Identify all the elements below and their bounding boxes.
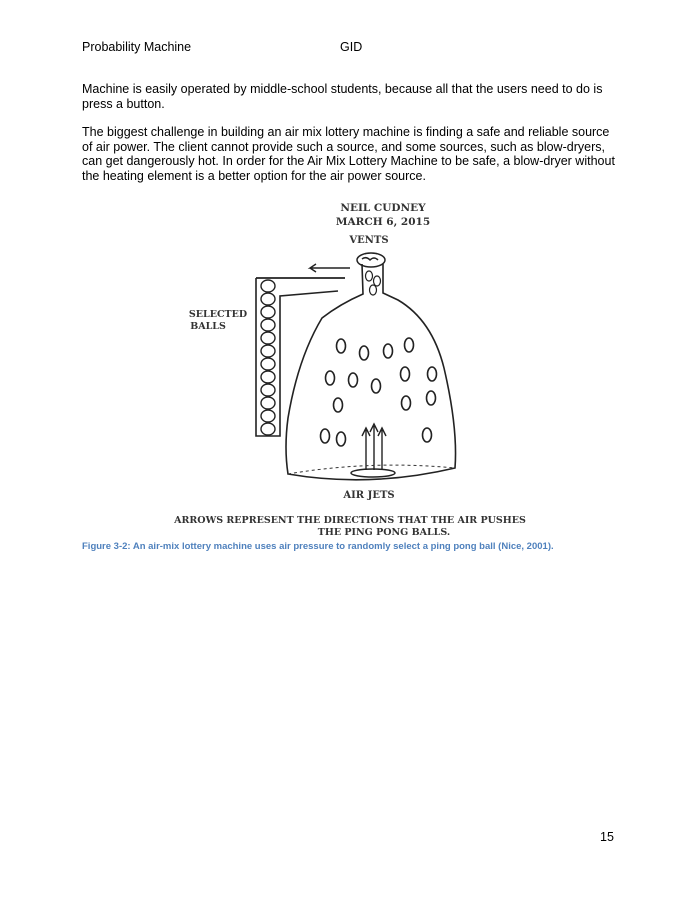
header-center-text: GID bbox=[340, 40, 363, 54]
air-jet-arrows bbox=[362, 424, 386, 470]
body-paragraph-1: Machine is easily operated by middle-school students, because all that the users need to do is press a button. bbox=[82, 82, 603, 111]
sketch-date: MARCH 6, 2015 bbox=[335, 216, 431, 228]
air-jet-base bbox=[351, 469, 395, 477]
arrows-note-line-1: ARROWS REPRESENT THE DIRECTIONS THAT THE AIR PUSHES bbox=[174, 515, 526, 526]
exit-arrow bbox=[310, 264, 350, 272]
vents-label: VENTS bbox=[349, 235, 389, 246]
selected-label: SELECTED bbox=[188, 309, 248, 320]
selected-balls-stack bbox=[261, 280, 275, 435]
figure-caption: Figure 3-2: An air-mix lottery machine uses air pressure to randomly select a ping pong ball (Nice, 2001). bbox=[82, 541, 554, 552]
arrows-note-line-2: THE PING PONG BALLS. bbox=[317, 527, 451, 538]
sketch-author: NEIL CUDNEY bbox=[340, 202, 426, 214]
vents-icon bbox=[357, 253, 385, 267]
ping-pong-balls bbox=[321, 338, 437, 446]
balls-label: BALLS bbox=[190, 321, 226, 332]
air-jets-label: AIR JETS bbox=[343, 490, 395, 501]
air-chamber bbox=[286, 264, 456, 480]
header-title: Probability Machine bbox=[82, 40, 192, 54]
page-number: 15 bbox=[600, 830, 614, 844]
body-paragraph-2: The biggest challenge in building an air mix lottery machine is finding a safe and reliable source of air power. The client cannot provide such a source, and some sources, such as blow-dryers, can get dangerously hot. In order for the Air Mix Lottery Machine to be safe, a blow-dryer without the heating element is a better option for the air power source. bbox=[82, 125, 615, 183]
lottery-machine-sketch bbox=[170, 198, 540, 543]
neck-balls bbox=[366, 271, 381, 295]
